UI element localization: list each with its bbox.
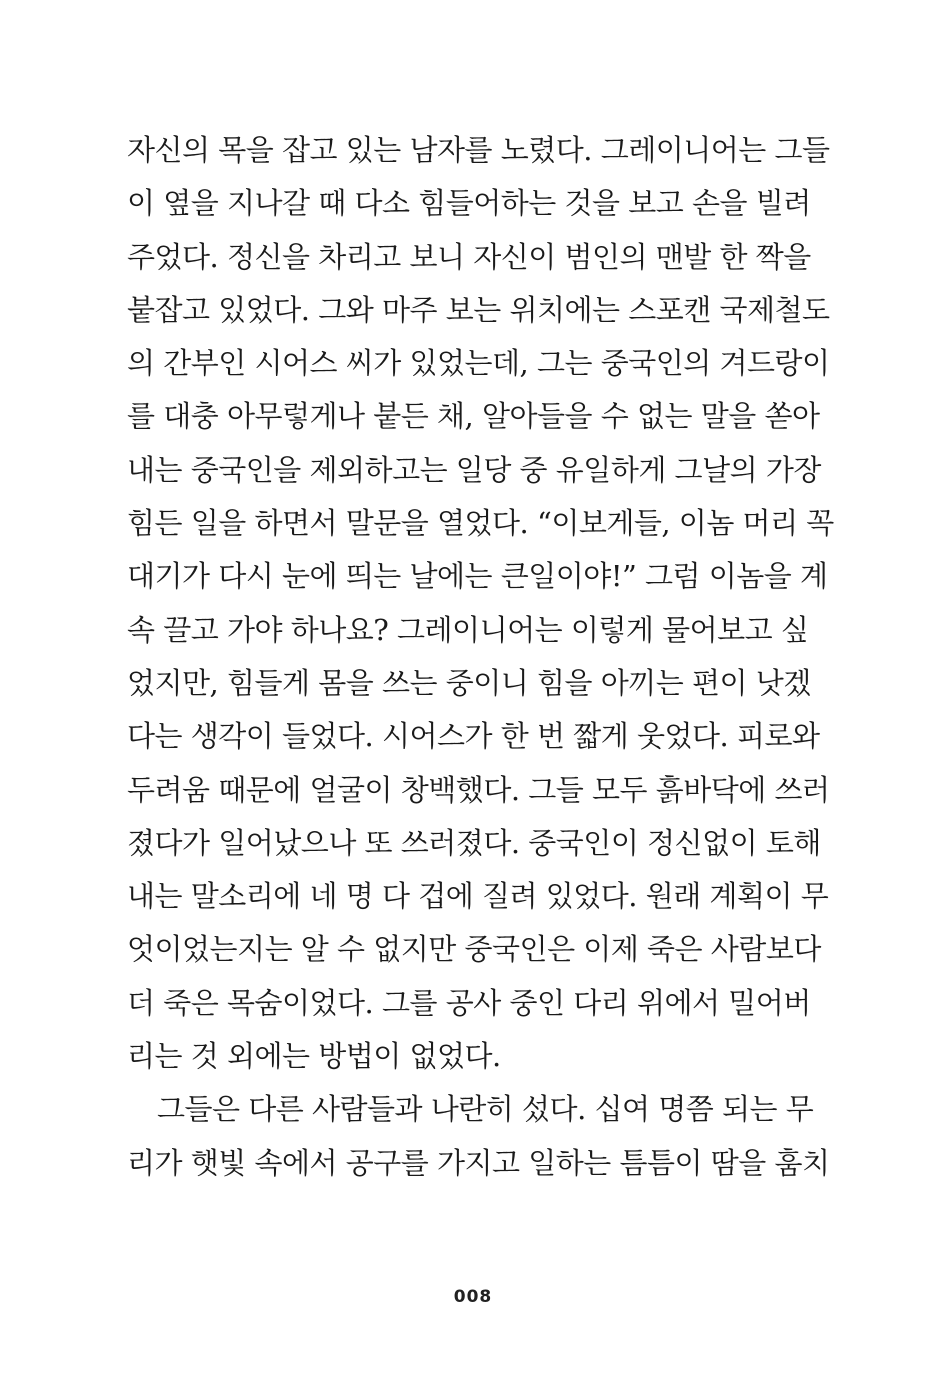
text-line: 졌다가 일어났으나 또 쓰러졌다. 중국인이 정신없이 토해 bbox=[127, 825, 821, 860]
text-line: 붙잡고 있었다. 그와 마주 보는 위치에는 스포캔 국제철도 bbox=[127, 292, 830, 327]
text-line: 리가 햇빛 속에서 공구를 가지고 일하는 틈틈이 땀을 훔치 bbox=[127, 1145, 830, 1180]
text-line: 었지만, 힘들게 몸을 쓰는 중이니 힘을 아끼는 편이 낫겠 bbox=[127, 665, 811, 700]
text-line: 를 대충 아무렇게나 붙든 채, 알아들을 수 없는 말을 쏟아 bbox=[127, 399, 820, 434]
text-line: 다는 생각이 들었다. 시어스가 한 번 짧게 웃었다. 피로와 bbox=[127, 719, 820, 754]
page-number: 008 bbox=[453, 1287, 493, 1307]
text-line: 대기가 다시 눈에 띄는 날에는 큰일이야!” 그럼 이놈을 계 bbox=[127, 559, 828, 594]
body-text bbox=[127, 124, 834, 1190]
text-line: 두려움 때문에 얼굴이 창백했다. 그들 모두 흙바닥에 쓰러 bbox=[127, 772, 830, 807]
text-line: 이 옆을 지나갈 때 다소 힘들어하는 것을 보고 손을 빌려 bbox=[127, 186, 811, 221]
text-line: 내는 말소리에 네 명 다 겁에 질려 있었다. 원래 계획이 무 bbox=[127, 879, 829, 914]
text-line-paragraph-start: 그들은 다른 사람들과 나란히 섰다. 십여 명쯤 되는 무 bbox=[157, 1092, 814, 1127]
text-line: 속 끌고 가야 하나요? 그레이니어는 이렇게 물어보고 싶 bbox=[127, 612, 809, 647]
text-line-paragraph-end: 리는 것 외에는 방법이 없었다. bbox=[127, 1039, 501, 1074]
text-line: 더 죽은 목숨이었다. 그를 공사 중인 다리 위에서 밀어버 bbox=[127, 985, 811, 1020]
text-line: 자신의 목을 잡고 있는 남자를 노렸다. 그레이니어는 그들 bbox=[127, 133, 830, 167]
text-line: 엇이었는지는 알 수 없지만 중국인은 이제 죽은 사람보다 bbox=[127, 932, 821, 967]
text-line: 내는 중국인을 제외하고는 일당 중 유일하게 그날의 가장 bbox=[127, 452, 821, 487]
text-line: 주었다. 정신을 차리고 보니 자신이 범인의 맨발 한 짝을 bbox=[127, 239, 811, 274]
text-line: 힘든 일을 하면서 말문을 열었다. “이보게들, 이놈 머리 꼭 bbox=[127, 506, 834, 541]
text-line: 의 간부인 시어스 씨가 있었는데, 그는 중국인의 겨드랑이 bbox=[127, 346, 830, 381]
